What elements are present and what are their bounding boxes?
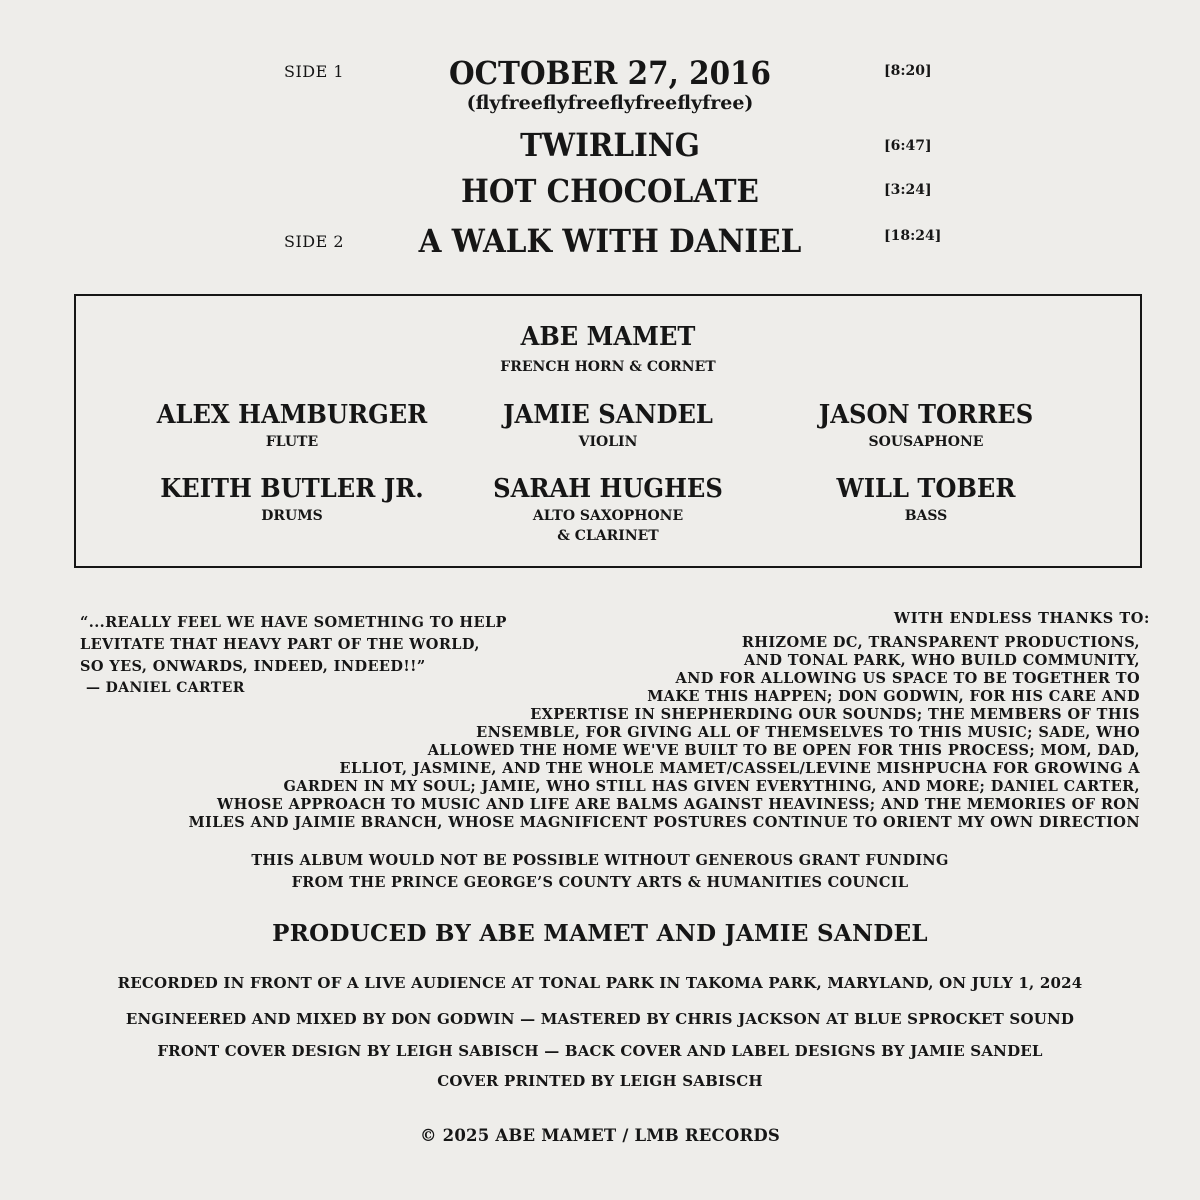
musician-name: ABE MAMET — [520, 322, 696, 352]
printing-credit: COVER PRINTED BY LEIGH SABISCH — [437, 1072, 763, 1090]
track-title: A WALK WITH DANIEL — [418, 222, 802, 260]
grant-line: THIS ALBUM WOULD NOT BE POSSIBLE WITHOUT GENEROUS GRANT FUNDING — [251, 852, 949, 869]
thanks-line: GARDEN IN MY SOUL; JAMIE, WHO STILL HAS GIVEN EVERYTHING, AND MORE; DANIEL CARTER, — [283, 778, 1140, 795]
musician-instrument: FLUTE — [265, 434, 319, 450]
musician-instrument: BASS — [904, 508, 948, 524]
thanks-line: ALLOWED THE HOME WE'VE BUILT TO BE OPEN FOR THIS PROCESS; MOM, DAD, — [427, 742, 1140, 759]
thanks-line: RHIZOME DC, TRANSPARENT PRODUCTIONS, — [741, 634, 1140, 651]
musician-name: KEITH BUTLER JR. — [160, 474, 424, 504]
quote-line: “...REALLY FEEL WE HAVE SOMETHING TO HELP — [80, 614, 507, 631]
grant-line: FROM THE PRINCE GEORGE’S COUNTY ARTS & HUMANITIES COUNCIL — [291, 874, 909, 891]
track-title: HOT CHOCOLATE — [461, 172, 759, 210]
thanks-line: ELLIOT, JASMINE, AND THE WHOLE MAMET/CASSEL/LEVINE MISHPUCHA FOR GROWING A — [339, 760, 1140, 777]
musician-name: ALEX HAMBURGER — [156, 400, 428, 430]
track-subtitle: (flyfreeflyfreeflyfreeflyfree) — [466, 92, 754, 114]
engineering-credit: ENGINEERED AND MIXED BY DON GODWIN — MASTERED BY CHRIS JACKSON AT BLUE SPROCKET SOUND — [125, 1010, 1075, 1028]
musician-instrument: DRUMS — [261, 508, 323, 524]
musician-name: JAMIE SANDEL — [503, 400, 713, 430]
track-duration: [6:47] — [884, 138, 932, 154]
musician-name: WILL TOBER — [836, 474, 1016, 504]
musician-name: SARAH HUGHES — [493, 474, 723, 504]
design-credit: FRONT COVER DESIGN BY LEIGH SABISCH — BACK COVER AND LABEL DESIGNS BY JAMIE SANDEL — [157, 1042, 1043, 1060]
copyright: © 2025 ABE MAMET / LMB RECORDS — [420, 1126, 780, 1145]
musician-instrument: FRENCH HORN & CORNET — [500, 359, 716, 375]
track-duration: [18:24] — [884, 228, 942, 244]
musician-name: JASON TORRES — [818, 400, 1034, 430]
track-title: TWIRLING — [520, 126, 700, 164]
thanks-heading: WITH ENDLESS THANKS TO: — [893, 610, 1150, 627]
musician-instrument: ALTO SAXOPHONE — [532, 508, 684, 524]
thanks-line: ENSEMBLE, FOR GIVING ALL OF THEMSELVES TO THIS MUSIC; SADE, WHO — [476, 724, 1140, 741]
thanks-line: WHOSE APPROACH TO MUSIC AND LIFE ARE BALMS AGAINST HEAVINESS; AND THE MEMORIES OF RON — [217, 796, 1140, 813]
musician-instrument: VIOLIN — [578, 434, 638, 450]
track-duration: [8:20] — [884, 63, 932, 79]
side-1-label: SIDE 1 — [284, 62, 345, 81]
track-duration: [3:24] — [884, 182, 932, 198]
producer-credit: PRODUCED BY ABE MAMET AND JAMIE SANDEL — [272, 920, 928, 947]
quote-line: LEVITATE THAT HEAVY PART OF THE WORLD, — [80, 636, 480, 653]
quote-attribution: — DANIEL CARTER — [86, 680, 245, 696]
thanks-line: EXPERTISE IN SHEPHERDING OUR SOUNDS; THE MEMBERS OF THIS — [530, 706, 1140, 723]
recording-credit: RECORDED IN FRONT OF A LIVE AUDIENCE AT TONAL PARK IN TAKOMA PARK, MARYLAND, ON JULY 1, 2024 — [117, 974, 1083, 992]
track-title: OCTOBER 27, 2016 — [448, 54, 772, 92]
side-2-label: SIDE 2 — [284, 232, 345, 251]
musician-instrument: & CLARINET — [557, 528, 659, 544]
thanks-line: AND TONAL PARK, WHO BUILD COMMUNITY, — [744, 652, 1140, 669]
quote — [80, 612, 507, 678]
thanks-line: AND FOR ALLOWING US SPACE TO BE TOGETHER TO — [675, 670, 1140, 687]
thanks-line: MILES AND JAIMIE BRANCH, WHOSE MAGNIFICENT POSTURES CONTINUE TO ORIENT MY OWN DIRECTION — [188, 814, 1140, 831]
thanks-line: MAKE THIS HAPPEN; DON GODWIN, FOR HIS CARE AND — [647, 688, 1140, 705]
quote-line: SO YES, ONWARDS, INDEED, INDEED!!” — [80, 658, 426, 675]
musician-instrument: SOUSAPHONE — [868, 434, 984, 450]
